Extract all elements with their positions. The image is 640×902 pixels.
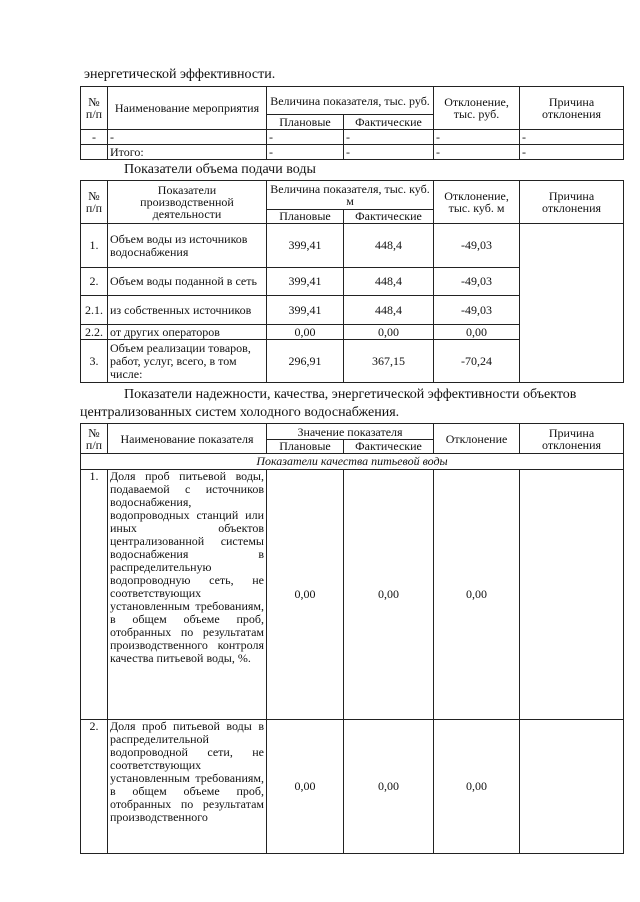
col-header-fact: Фактические [344,210,434,224]
cell-plan: 0,00 [267,325,344,340]
col-header-name: Наименование мероприятия [108,87,267,130]
cell-name: Итого: [108,145,267,160]
cell-name: Объем реализации товаров, работ, услуг, всего, в том числе: [108,340,267,383]
col-header-deviation: Отклонение, тыс. руб. [434,87,520,130]
cell-reason: - [520,145,624,160]
col-header-num: № п/п [81,87,108,130]
table-row [81,145,624,160]
cell-deviation: -70,24 [434,340,520,383]
cell-plan: 399,41 [267,224,344,268]
col-header-num: № п/п [81,424,108,454]
cell-deviation: 0,00 [434,720,520,854]
table-row [81,470,624,720]
cell-plan: 399,41 [267,296,344,325]
cell-name: Объем воды поданной в сеть [108,268,267,296]
cell-num: 3. [81,340,108,383]
cell-fact: 0,00 [344,325,434,340]
col-header-value: Величина показателя, тыс. руб. [267,87,434,115]
cell-reason [520,470,624,720]
section-title-reliability: Показатели надежности, качества, энергетической эффективности объектов [124,387,577,402]
cell-reason [520,720,624,854]
cell-fact: 448,4 [344,268,434,296]
col-header-value: Величина показателя, тыс. куб. м [267,181,434,210]
col-header-fact: Фактические [344,115,434,130]
table-row [81,720,624,854]
cell-reason [520,224,624,383]
col-header-deviation: Отклонение [434,424,520,454]
cell-reason: - [520,130,624,145]
cell-num: 2. [81,268,108,296]
water-supply-volume-table [80,180,624,383]
cell-fact: - [344,130,434,145]
cell-fact: - [344,145,434,160]
cell-plan: 0,00 [267,720,344,854]
cell-plan: - [267,145,344,160]
cell-name: от других операторов [108,325,267,340]
cell-fact: 448,4 [344,296,434,325]
cell-name: Доля проб питьевой воды в распределительной водопроводной сети, не соответствующих установленным требованиям, в общем объеме проб, отобранных по результатам производственного [108,720,267,854]
intro-heading: энергетической эффективности. [84,67,276,82]
col-header-value: Значение показателя [267,424,434,440]
cell-num: 2.2. [81,325,108,340]
cell-plan: 296,91 [267,340,344,383]
water-quality-indicators-table [80,423,624,854]
col-header-plan: Плановые [267,210,344,224]
cell-deviation: - [434,145,520,160]
cell-num: 2.1. [81,296,108,325]
cell-fact: 367,15 [344,340,434,383]
cell-num: 2. [81,720,108,854]
cell-name: из собственных источников [108,296,267,325]
table-row [81,224,624,268]
col-header-fact: Фактические [344,440,434,454]
cell-fact: 0,00 [344,470,434,720]
cell-num: 1. [81,470,108,720]
cell-deviation: -49,03 [434,296,520,325]
col-header-plan: Плановые [267,440,344,454]
cell-name: Доля проб питьевой воды, подаваемой с источников водоснабжения, водопроводных станций или иных объектов централизованной системы водоснабжения в распределительную водопроводную сеть, не соответствующих установленным требованиям, в общем объеме проб, отобранных по результатам производственного контроля качества питьевой воды, %. [108,470,267,720]
section-title-water-supply: Показатели объема подачи воды [124,162,316,177]
measures-cost-table [80,86,624,160]
col-header-reason: Причина отклонения [520,181,624,224]
col-header-name: Показатели производственной деятельности [108,181,267,224]
cell-plan: 399,41 [267,268,344,296]
cell-deviation: 0,00 [434,470,520,720]
cell-deviation: 0,00 [434,325,520,340]
table-subheader: Показатели качества питьевой воды [81,454,624,470]
table-row [81,130,624,145]
cell-name: Объем воды из источников водоснабжения [108,224,267,268]
col-header-deviation: Отклонение, тыс. куб. м [434,181,520,224]
cell-plan: - [267,130,344,145]
cell-fact: 448,4 [344,224,434,268]
cell-fact: 0,00 [344,720,434,854]
cell-plan: 0,00 [267,470,344,720]
cell-deviation: - [434,130,520,145]
col-header-reason: Причина отклонения [520,87,624,130]
cell-num: - [81,130,108,145]
col-header-name: Наименование показателя [108,424,267,454]
col-header-num: № п/п [81,181,108,224]
col-header-reason: Причина отклонения [520,424,624,454]
cell-name: - [108,130,267,145]
cell-deviation: -49,03 [434,268,520,296]
col-header-plan: Плановые [267,115,344,130]
cell-deviation: -49,03 [434,224,520,268]
cell-num: 1. [81,224,108,268]
cell-num [81,145,108,160]
section-title-reliability-line2: централизованных систем холодного водоснабжения. [80,405,400,420]
